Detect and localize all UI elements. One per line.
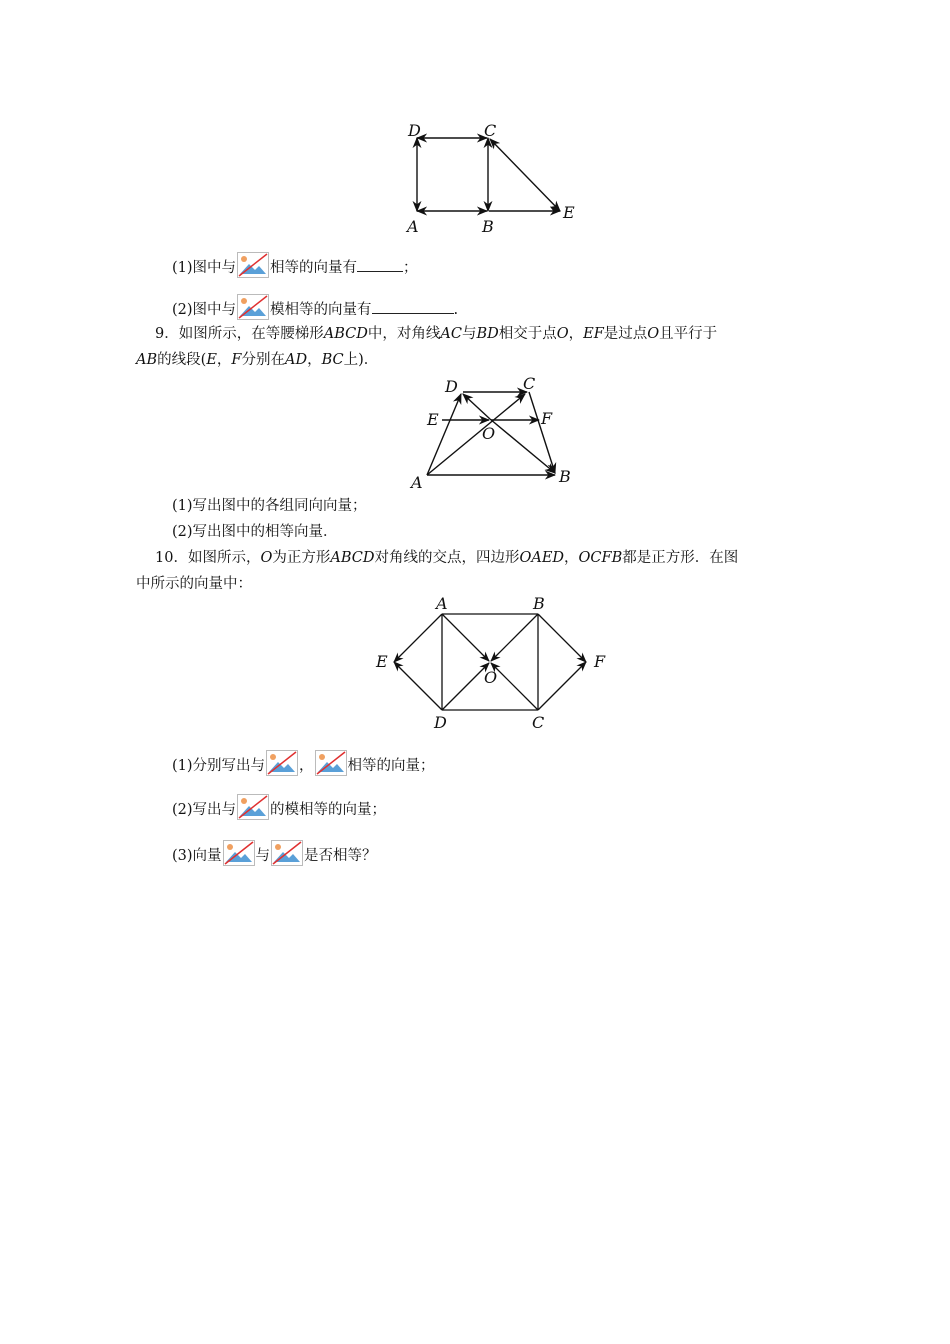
vector-OD [463,394,490,419]
q9-stem-line1: 9．如图所示，在等腰梯形ABCD中，对角线AC与BD相交于点O，EF是过点O且平行于 [155,326,718,342]
label-O: O [482,424,496,443]
vector-EC [490,139,560,211]
label-O: O [484,668,498,687]
label-B: B [533,594,545,613]
q9-stem-line2: AB的线段(E，F分别在AD，BC上)． [136,352,379,368]
broken-image-icon [266,750,298,776]
vector-DE [394,662,442,710]
vector-DO [442,663,489,710]
q10-item2: (2)写出与 的模相等的向量； [172,794,386,820]
figure-q8-rect-triangle [400,118,590,240]
label-D: D [434,713,447,732]
broken-image-icon [237,794,269,820]
answer-blank[interactable] [357,257,403,272]
broken-image-icon [315,750,347,776]
vector-BO [491,614,538,661]
q8-item1: (1)图中与 相等的向量有 ； [172,252,418,278]
q10-item3: (3)向量 与 是否相等？ [172,840,377,866]
vector-BF [538,614,586,662]
label-D: D [445,377,458,396]
q10-stem-line2: 中所示的向量中： [136,576,252,592]
q10-item1: (1)分别写出与 ， 相等的向量； [172,750,435,776]
label-A: A [436,594,448,613]
label-B: B [482,217,494,236]
figure-q9-trapezoid [405,372,580,494]
label-E: E [427,410,439,429]
vector-CF [538,662,586,710]
label-F: F [594,652,606,671]
answer-blank[interactable] [372,299,454,314]
vector-AE [394,614,442,662]
label-C: C [532,713,545,732]
label-E: E [563,203,575,222]
label-C: C [484,121,497,140]
broken-image-icon [237,252,269,278]
broken-image-icon [237,294,269,320]
q9-item2: (2)写出图中的相等向量． [172,524,338,540]
q9-item1: (1)写出图中的各组同向向量； [172,498,367,514]
broken-image-icon [271,840,303,866]
vector-AO [442,614,489,661]
label-A: A [407,217,419,236]
label-D: D [408,121,421,140]
label-F: F [541,409,553,428]
label-C: C [523,374,536,393]
label-A: A [411,473,423,492]
broken-image-icon [223,840,255,866]
vector-CB [529,392,555,473]
q8-item2: (2)图中与 模相等的向量有 . [172,294,458,320]
label-B: B [559,467,571,486]
vector-AD [427,394,461,475]
q10-stem-line1: 10．如图所示，O为正方形ABCD对角线的交点，四边形OAED，OCFB都是正方形．在图 [155,550,739,566]
vector-CO [491,663,538,710]
label-E: E [376,652,388,671]
figure-q10-squares [370,592,620,732]
